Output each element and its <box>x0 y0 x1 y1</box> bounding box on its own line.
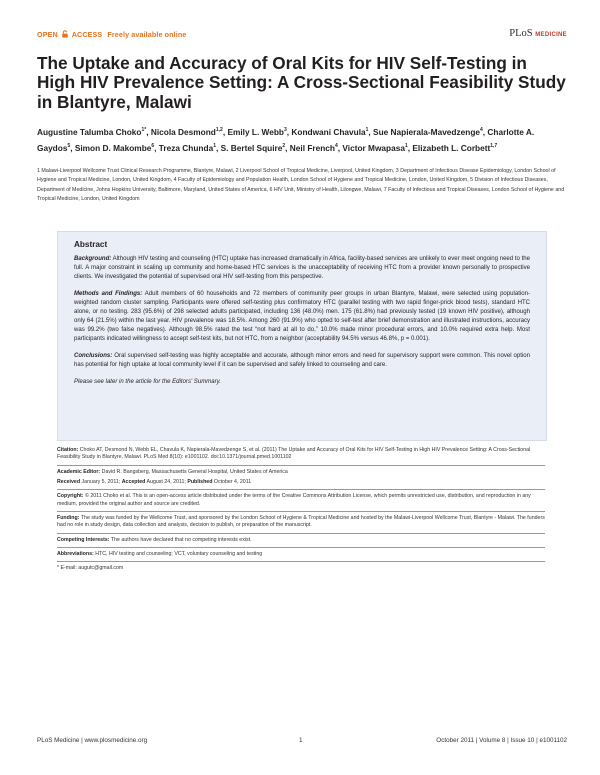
author: Simon D. Makombe$^6$ <box>74 142 155 153</box>
author-affiliation-marker: 1 <box>213 142 216 149</box>
author-affiliation-marker: 1,7 <box>490 142 498 149</box>
background-label: Background: <box>74 256 112 262</box>
divider <box>57 511 545 512</box>
divider <box>57 489 545 490</box>
journal-header <box>37 30 567 44</box>
citation-text: Choko AT, Desmond N, Webb EL, Chavula K, Napierala-Mavedzenge S, et al. (2011) The Uptake and Accuracy of Oral Kits for HIV Self-Testing in High HIV Prevalence Setting: A Cross-Sectional Feasibility Study in Blantyre, Malawi. PLoS Med 8(10): e1001102. doi:10.1371/journal.pmed.1001102 <box>57 447 531 461</box>
author-affiliation-marker: 1 <box>404 142 408 149</box>
academic-editor <box>57 469 545 476</box>
received-label: Received <box>57 478 81 485</box>
author-list: Augustine Talumba Choko$^{1*}$, Nicola Desmond$^{1,2}$, Emily L. Webb$^3$, Kondwani Chavula$^1$, Sue Napierala-Mavedzenge$^4$, Charlotte A. Gaydos$^5$, Simon D. Makombe$^6$, Treza Chunda$^1$, S. Bertel Squire$^2$, Neil French$^4$, Victor Mwapasa$^1$, Elizabeth L. Corbett$^{1,7}$ <box>37 126 535 153</box>
author: S. Bertel Squire$^2$ <box>220 142 286 153</box>
author: Kondwani Chavula$^1$ <box>291 126 369 137</box>
competing-label: Competing Interests: <box>57 536 110 543</box>
page-footer <box>37 737 567 747</box>
author: Victor Mwapasa$^1$ <box>342 142 408 153</box>
author: Augustine Talumba Choko$^{1*}$ <box>37 126 147 137</box>
competing-interests <box>57 537 545 544</box>
author: Emily L. Webb$^3$ <box>227 126 287 137</box>
funding-text: The study was funded by the Wellcome Trust, and sponsored by the London School of Hygiene & Tropical Medicine and hosted by the Malawi-Liverpool Wellcome Trust, Blantyre - Malawi. The funders had no role in study design, data collection and analysis, decision to publish, or preparation of the manuscript. <box>57 514 545 529</box>
dates <box>57 479 545 486</box>
open-access-label: OPEN <box>37 30 58 39</box>
footer-journal: PLoS Medicine | www.plosmedicine.org <box>37 737 148 744</box>
abbreviations-text: HTC, HIV testing and counseling; VCT, voluntary counseling and testing <box>95 550 263 557</box>
abstract-box <box>57 231 547 441</box>
divider <box>57 561 545 562</box>
access-label: ACCESS <box>71 30 103 39</box>
author-affiliation-marker: 3 <box>284 127 287 133</box>
editors-summary-note: Please see later in the article for the Editors' Summary. <box>74 378 221 385</box>
abbreviations <box>57 551 545 558</box>
freely-available-label: Freely available online <box>107 30 187 39</box>
divider <box>57 533 545 534</box>
open-access-badge <box>37 30 186 39</box>
journal-logo <box>509 28 567 39</box>
methods-text: Adult members of 60 households and 72 members of community peer groups in urban Blantyre, Malawi, were selected using population-weighted random cluster sampling. Participants were offered self-testing plus confirmatory HTC (parallel testing with two rapid finger-prick blood tests), standard HTC alone, or no testing. 283 (95.6%) of 298 selected adults participated, including 136 (48.0%) men. 175 (61.8%) had previously tested (19 known HIV positive), although only 64 (21.5%) within the last year. HIV prevalence was 18.5%. Among 260 (91.9%) who opted to self-test after brief demonstration and illustrated instructions, accuracy was 99.2% (two false negatives). Although 98.5% rated the test “not hard at all to do,” 10.0% made minor procedural errors, and 10.0% required extra help. Most participants indicated willingness to accept self-test kits, but not HTC, from a neighbor (acceptability 94.5% versus 46.8%, p = 0.001). <box>74 290 530 343</box>
author-affiliation-marker: 4 <box>480 127 483 133</box>
abstract-body <box>74 255 530 395</box>
open-lock-icon <box>61 30 69 38</box>
author-affiliation-marker: 1,2 <box>215 127 223 133</box>
funding <box>57 515 545 529</box>
author: Elizabeth L. Corbett$^{1,7}$ <box>412 142 498 153</box>
copyright-text: © 2011 Choko et al. This is an open-access article distributed under the terms of the Creative Commons Attribution License, which permits unrestricted use, distribution, and reproduction in any medium, provided the original author and source are credited. <box>57 493 531 507</box>
author: Nicola Desmond$^{1,2}$ <box>150 126 223 137</box>
copyright-label: Copyright: <box>57 493 84 500</box>
accepted-date: August 24, 2011; <box>146 478 186 485</box>
copyright <box>57 493 545 507</box>
published-date: October 4, 2011 <box>213 478 252 485</box>
author-affiliation-marker: 6 <box>151 142 155 149</box>
author: Treza Chunda$^1$ <box>158 142 216 153</box>
abstract-heading: Abstract <box>74 240 108 249</box>
conclusions-text: Oral supervised self-testing was highly acceptable and accurate, although minor errors and need for supervisory support were common. This novel option has potential for high uptake at local community level if it can be supervised and safely linked to counseling and care. <box>74 353 530 369</box>
citation <box>57 447 545 461</box>
page-number: 1 <box>299 737 303 744</box>
author-affiliation-marker: 2 <box>282 142 286 149</box>
abstract-conclusions <box>74 352 530 370</box>
editor-label: Academic Editor: <box>57 468 101 475</box>
abstract-background <box>74 255 530 282</box>
email[interactable]: * E-mail: augutc@gmail.com <box>57 565 124 572</box>
affiliations: 1 Malawi-Liverpool Wellcome Trust Clinical Research Programme, Blantyre, Malawi, 2 Liverpool School of Tropical Medicine, Liverpool, United Kingdom, 3 Department of Infectious Disease Epidemiology, London School of Hygiene and Tropical Medicine, London, United Kingdom, 4 Faculty of Epidemiology and Population Health, London School of Hygiene and Tropical Medicine, London, United Kingdom, 5 Division of Infectious Diseases, Department of Medicine, Johns Hopkins University, Baltimore, Maryland, United States of America, 6 HIV Unit, Ministry of Health, Lilongwe, Malawi, 7 Faculty of Infectious and Tropical Diseases, London School of Hygiene and Tropical Medicine, London, United Kingdom <box>37 168 565 203</box>
funding-label: Funding: <box>57 514 80 521</box>
background-text: Although HIV testing and counseling (HTC) uptake has increased dramatically in Africa, facility-based services are unlikely to ever meet ongoing need to the full. A major constraint in scaling up community and home-based HTC services is the unacceptability of receiving HTC from a provider known personally to prospective clients. We investigated the potential of supervised oral HIV self-testing from this perspective. <box>74 256 530 281</box>
author-affiliation-marker: 4 <box>334 142 338 149</box>
author: Sue Napierala-Mavedzenge$^4$ <box>373 126 483 137</box>
author-affiliation-marker: 1* <box>141 127 147 133</box>
abbreviations-label: Abbreviations: <box>57 550 94 557</box>
received-date: January 5, 2011; <box>81 478 121 485</box>
divider <box>57 465 545 466</box>
conclusions-label: Conclusions: <box>74 353 113 360</box>
author: Charlotte A. Gaydos$^5$ <box>37 126 535 153</box>
article-metadata <box>57 447 545 576</box>
editor-text: David R. Bangsberg, Massachusetts General Hospital, United States of America <box>101 468 288 475</box>
divider <box>57 547 545 548</box>
published-label: Published <box>187 478 213 485</box>
author-affiliation-marker: 1 <box>365 127 369 133</box>
citation-label: Citation: <box>57 447 79 453</box>
article-title: The Uptake and Accuracy of Oral Kits for HIV Self-Testing in High HIV Prevalence Setting: A Cross-Sectional Feasibility Study in Blantyre, Malawi <box>37 53 566 112</box>
abstract-methods <box>74 290 530 345</box>
journal-logo-plos: PLoS <box>509 28 533 39</box>
accepted-label: Accepted <box>121 478 146 485</box>
competing-text: The authors have declared that no competing interests exist. <box>110 536 252 543</box>
author: Neil French$^4$ <box>289 142 338 153</box>
journal-logo-medicine: MEDICINE <box>535 32 567 38</box>
author-affiliation-marker: 5 <box>67 142 71 149</box>
footer-issue: October 2011 | Volume 8 | Issue 10 | e1001102 <box>436 737 567 744</box>
methods-label: Methods and Findings: <box>74 290 143 297</box>
